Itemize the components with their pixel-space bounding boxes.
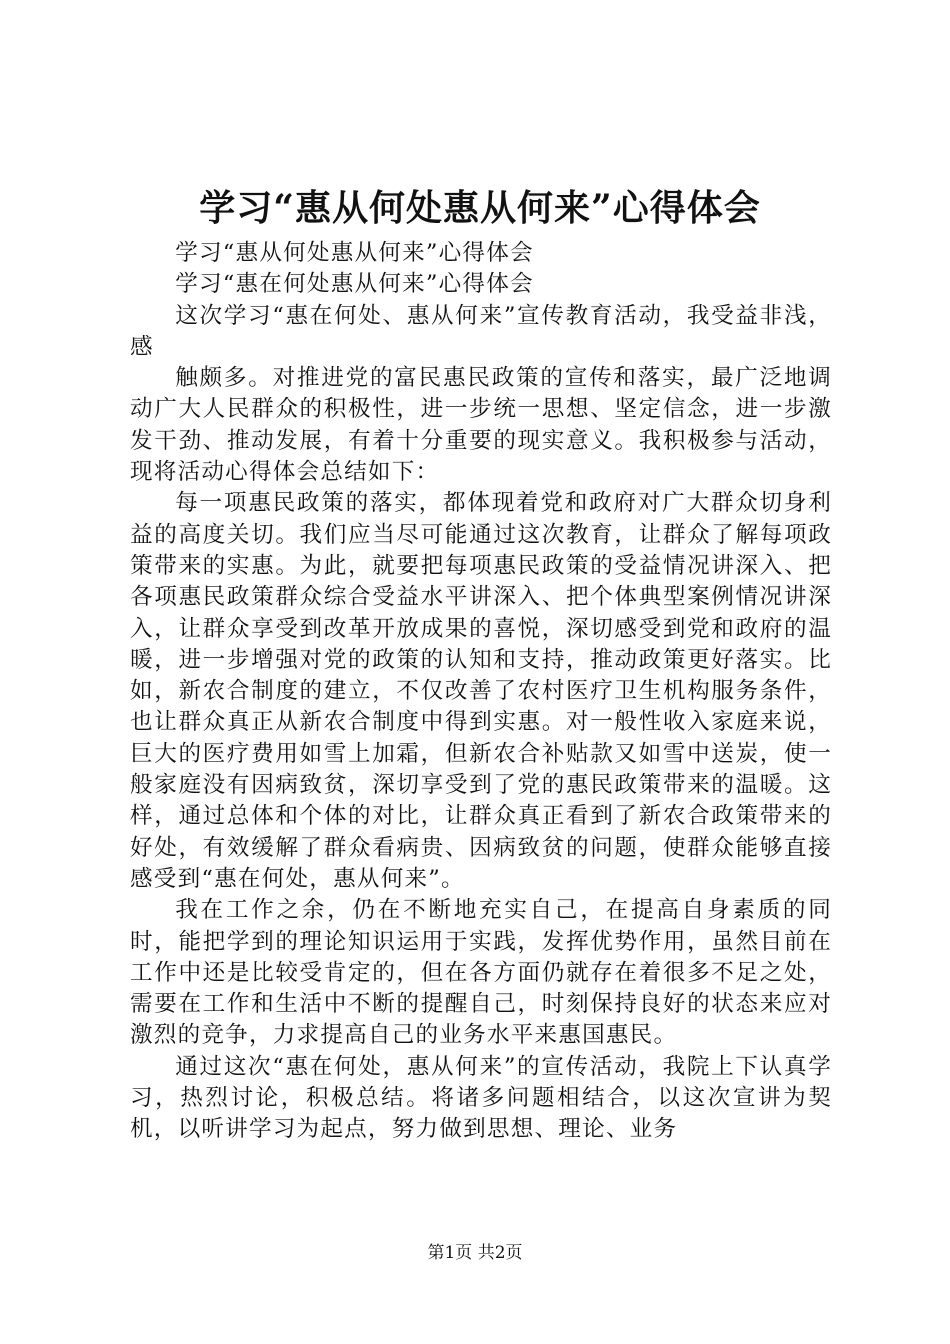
paragraph: 我在工作之余，仍在不断地充实自己，在提高自身素质的同时，能把学到的理论知识运用于实践，发挥优势作用，虽然目前在工作中还是比较受肯定的，但在各方面仍就存在着很多不足之处，需要在工作和生活中不断的提醒自己，时刻保持良好的状态来应对激烈的竞争，力求提高自己的业务水平来惠国惠民。 — [130, 897, 832, 1049]
paragraph: 这次学习“惠在何处、惠从何来”宣传教育活动，我受益非浅，感 — [130, 302, 832, 360]
page-footer: 第1页 共2页 — [427, 1243, 523, 1263]
paragraph: 每一项惠民政策的落实，都体现着党和政府对广大群众切身利益的高度关切。我们应当尽可能通过这次教育，让群众了解每项政策带来的实惠。为此，就要把每项惠民政策的受益情况讲深入、把各项惠民政策群众综合受益水平讲深入、把个体典型案例情况讲深入，让群众享受到改革开放成果的喜悦，深切感受到党和政府的温暖，进一步增强对党的政策的认知和支持，推动政策更好落实。比如，新农合制度的建立，不仅改善了农村医疗卫生机构服务条件，也让群众真正从新农合制度中得到实惠。对一般性收入家庭来说，巨大的医疗费用如雪上加霜，但新农合补贴款又如雪中送炭，使一般家庭没有因病致贫，深切享受到了党的惠民政策带来的温暖。这样，通过总体和个体的对比，让群众真正看到了新农合政策带来的好处，有效缓解了群众看病贵、因病致贫的问题，使群众能够直接感受到“惠在何处，惠从何来”。 — [130, 490, 832, 892]
document-title: 学习“惠从何处惠从何来”心得体会 — [199, 187, 761, 229]
paragraph: 学习“惠在何处惠从何来”心得体会 — [175, 271, 534, 298]
paragraph: 通过这次“惠在何处，惠从何来”的宣传活动，我院上下认真学习，热烈讨论，积极总结。将诸多问题相结合，以这次宣讲为契机，以听讲学习为起点，努力做到思想、理论、业务 — [130, 1053, 832, 1143]
document-body — [130, 238, 832, 1146]
paragraph: 触颇多。对推进党的富民惠民政策的宣传和落实，最广泛地调动广大人民群众的积极性，进一步统一思想、坚定信念，进一步激发干劲、推动发展，有着十分重要的现实意义。我积极参与活动，现将活动心得体会总结如下： — [130, 365, 832, 486]
paragraph: 学习“惠从何处惠从何来”心得体会 — [175, 240, 534, 266]
